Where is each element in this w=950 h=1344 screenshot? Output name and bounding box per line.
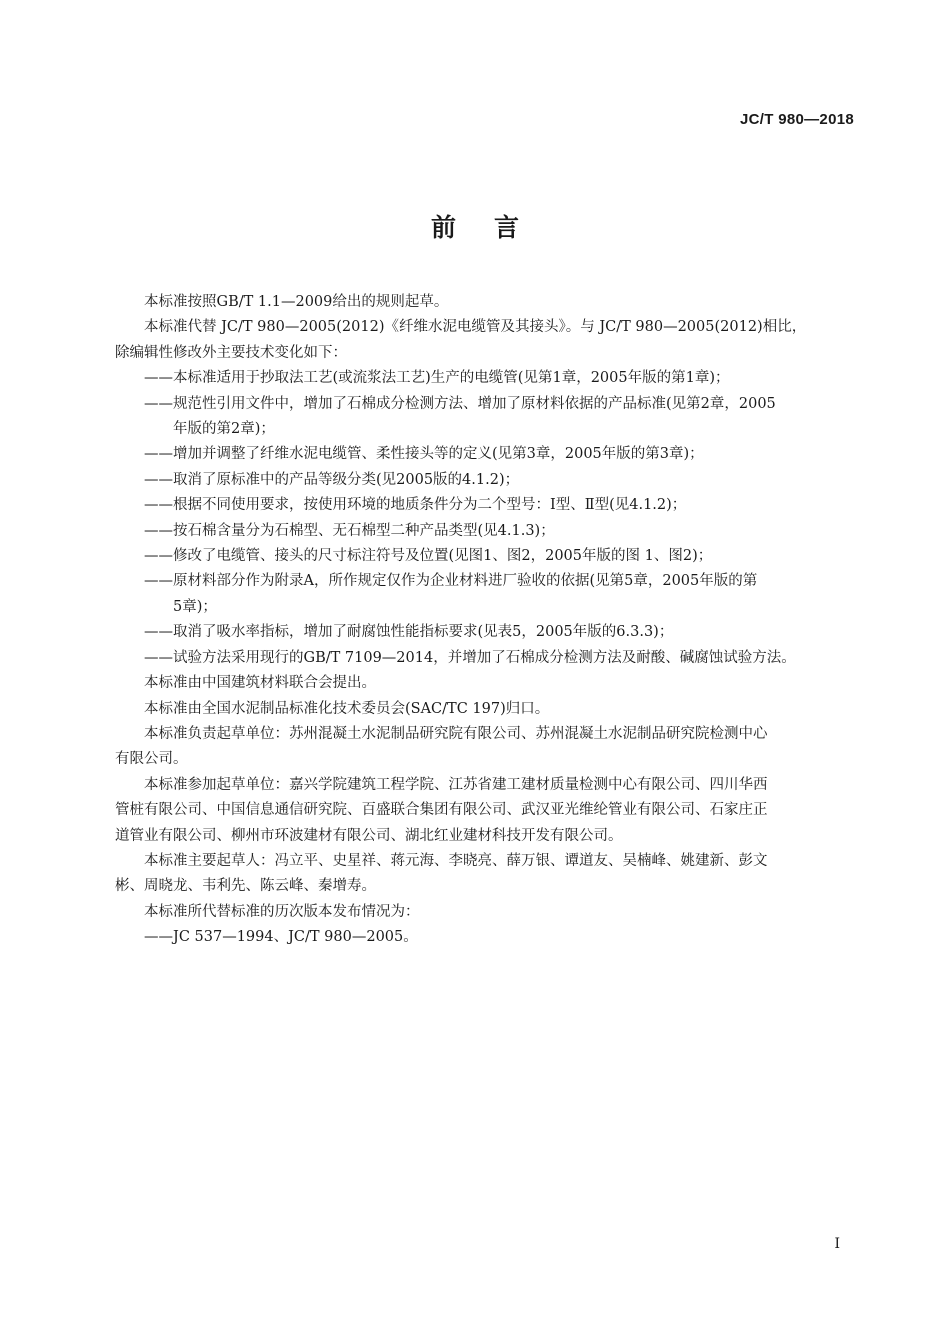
paragraph-replaces-cont: 除编辑性修改外主要技术变化如下： xyxy=(115,344,347,361)
list-item: ——试验方法采用现行的GB/T 7109—2014，并增加了石棉成分检测方法及耐酸、碱腐蚀试验方法。 xyxy=(144,649,796,666)
list-item: ——修改了电缆管、接头的尺寸标注符号及位置(见图1、图2，2005年版的图 1、图2)； xyxy=(144,548,713,565)
list-item: ——根据不同使用要求，按使用环境的地质条件分为二个型号：Ⅰ型、Ⅱ型(见4.1.2)； xyxy=(144,497,687,514)
list-item: ——增加并调整了纤维水泥电缆管、柔性接头等的定义(见第3章，2005年版的第3章)； xyxy=(144,446,704,463)
document-number: JC/T 980—2018 xyxy=(740,111,854,128)
list-item-cont: 5章)； xyxy=(173,598,217,615)
paragraph-previous-editions: 本标准所代替标准的历次版本发布情况为： xyxy=(144,903,420,920)
paragraph-drafting-rules: 本标准按照GB/T 1.1—2009给出的规则起草。 xyxy=(144,294,449,310)
page-title: 前言 xyxy=(430,213,557,242)
paragraph-participating-drafters-cont: 道管业有限公司、柳州市环波建材有限公司、湖北红业建材科技开发有限公司。 xyxy=(115,827,623,844)
list-item: ——原材料部分作为附录A，所作规定仅作为企业材料进厂验收的依据(见第5章，2005年版的第 xyxy=(144,573,758,590)
paragraph-lead-drafters-cont: 有限公司。 xyxy=(115,751,188,768)
paragraph-replaces: 本标准代替 JC/T 980—2005(2012)《纤维水泥电缆管及其接头》。与 JC/T 980—2005(2012)相比， xyxy=(144,319,807,336)
list-item: ——JC 537—1994、JC/T 980—2005。 xyxy=(144,929,418,946)
page-number: I xyxy=(834,1236,840,1252)
list-item-cont: 年版的第2章)； xyxy=(173,421,275,438)
foreword-body xyxy=(115,290,860,951)
paragraph-main-drafters: 本标准主要起草人：冯立平、史星祥、蒋元海、李晓亮、薛万银、谭道友、吴楠峰、姚建新、彭文 xyxy=(144,852,768,869)
paragraph-proposed-by: 本标准由中国建筑材料联合会提出。 xyxy=(144,675,376,692)
paragraph-participating-drafters-cont: 管桩有限公司、中国信息通信研究院、百盛联合集团有限公司、武汉亚光维纶管业有限公司、石家庄正 xyxy=(115,802,768,819)
paragraph-participating-drafters: 本标准参加起草单位：嘉兴学院建筑工程学院、江苏省建工建材质量检测中心有限公司、四川华西 xyxy=(144,776,768,793)
paragraph-main-drafters-cont: 彬、周晓龙、韦利先、陈云峰、秦增寿。 xyxy=(115,878,376,895)
list-item: ——按石棉含量分为石棉型、无石棉型二种产品类型(见4.1.3)； xyxy=(144,522,555,539)
paragraph-under-jurisdiction: 本标准由全国水泥制品标准化技术委员会(SAC/TC 197)归口。 xyxy=(144,700,550,717)
list-item: ——取消了吸水率指标，增加了耐腐蚀性能指标要求(见表5，2005年版的6.3.3)； xyxy=(144,624,674,641)
list-item: ——取消了原标准中的产品等级分类(见2005版的4.1.2)； xyxy=(144,471,520,488)
list-item: ——本标准适用于抄取法工艺(或流浆法工艺)生产的电缆管(见第1章，2005年版的第1章)； xyxy=(144,370,730,387)
list-item: ——规范性引用文件中，增加了石棉成分检测方法、增加了原材料依据的产品标准(见第2章，2005 xyxy=(144,395,776,412)
paragraph-lead-drafters: 本标准负责起草单位：苏州混凝土水泥制品研究院有限公司、苏州混凝土水泥制品研究院检测中心 xyxy=(144,725,768,742)
